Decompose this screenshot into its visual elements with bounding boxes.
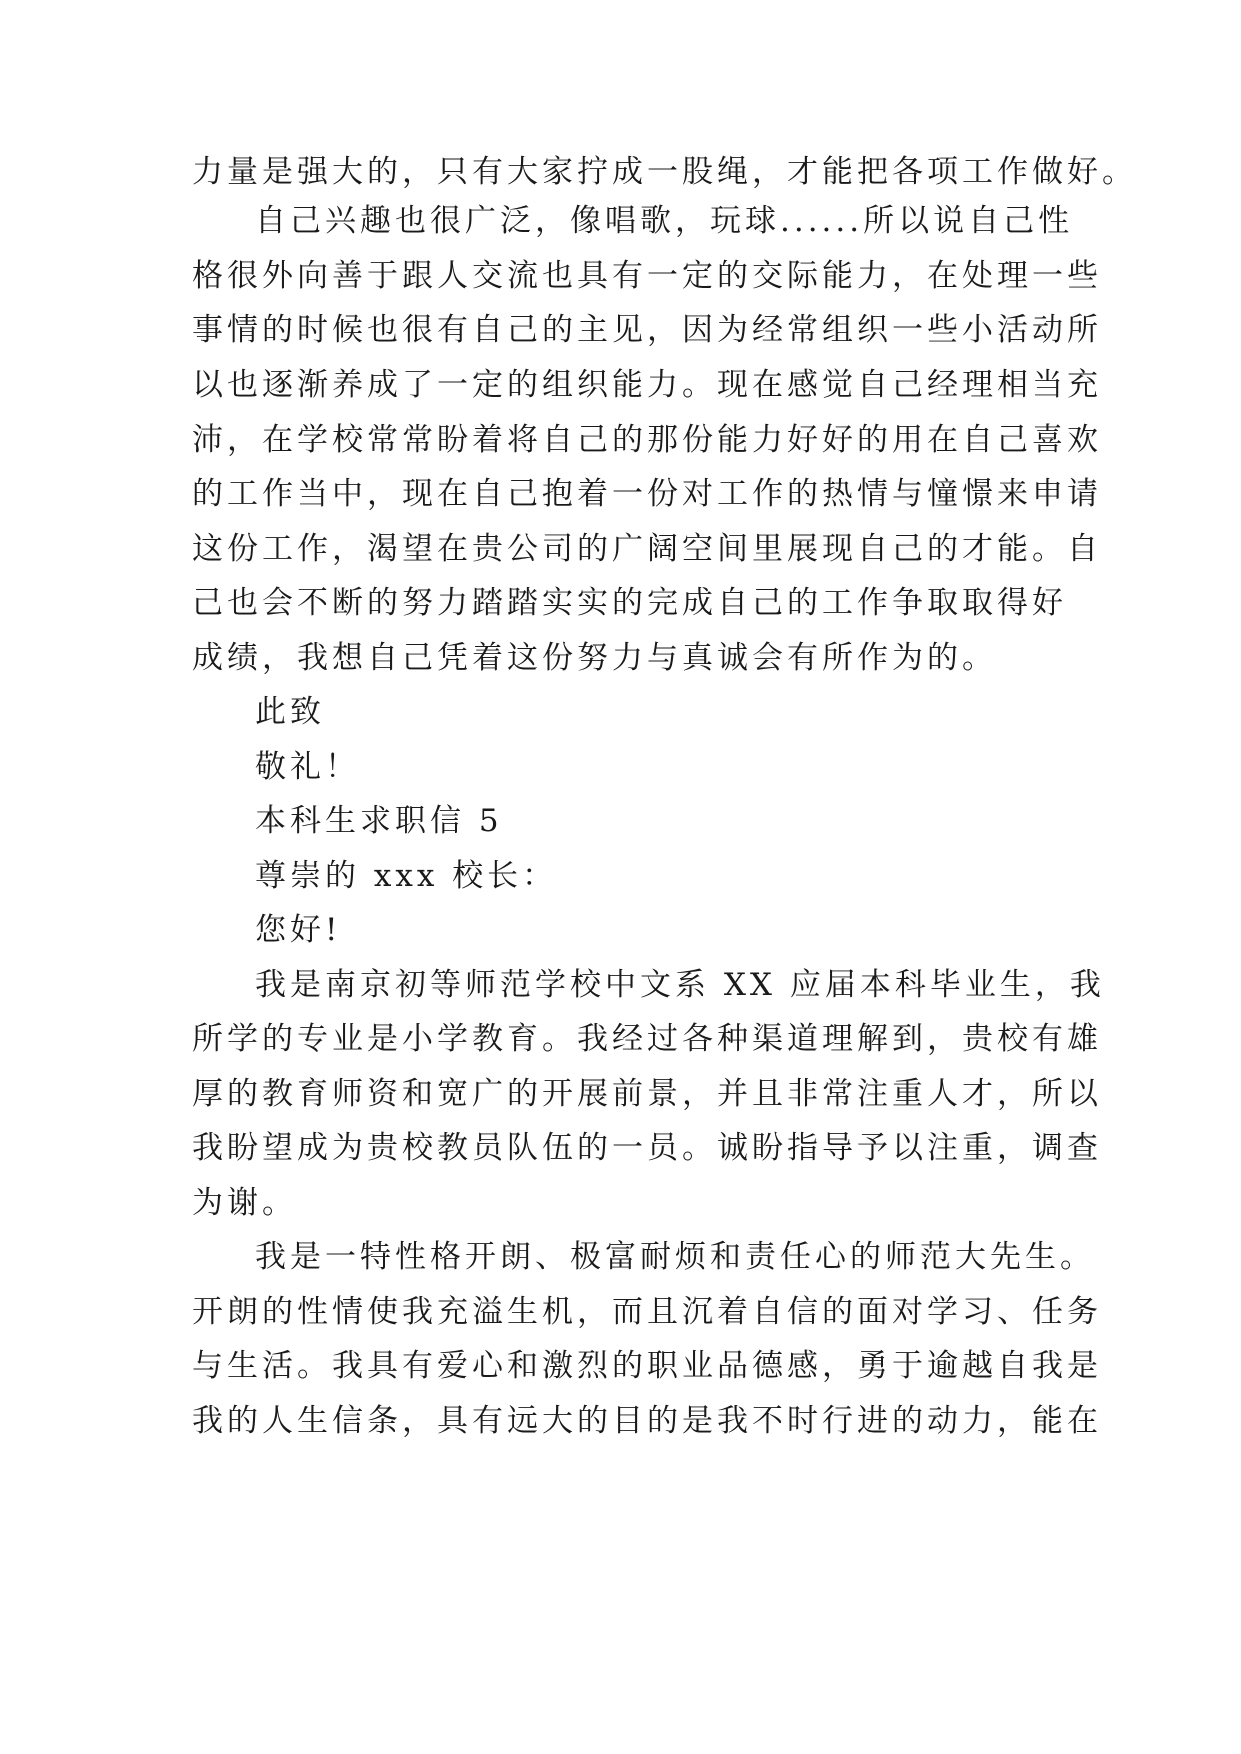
- text-line: 沛，在学校常常盼着将自己的那份能力好好的用在自己喜欢: [192, 422, 1102, 458]
- letter-greeting: 您好!: [255, 912, 342, 948]
- closing-salutation: 此致: [255, 694, 325, 730]
- text-line: 我是一特性格开朗、极富耐烦和责任心的师范大先生。: [255, 1239, 1095, 1275]
- text-line: 成绩，我想自己凭着这份努力与真诚会有所作为的。: [192, 640, 997, 676]
- text-line: 的工作当中，现在自己抱着一份对工作的热情与憧憬来申请: [192, 476, 1102, 512]
- letter-addressee: 尊崇的 xxx 校长：: [255, 858, 558, 894]
- text-line: 所学的专业是小学教育。我经过各种渠道理解到，贵校有雄: [192, 1021, 1102, 1057]
- text-line: 己也会不断的努力踏踏实实的完成自己的工作争取取得好: [192, 585, 1067, 621]
- text-line: 格很外向善于跟人交流也具有一定的交际能力，在处理一些: [192, 258, 1102, 294]
- text-line: 我的人生信条，具有远大的目的是我不时行进的动力，能在: [192, 1403, 1102, 1439]
- text-line: 为谢。: [192, 1185, 297, 1221]
- text-line: 力量是强大的，只有大家拧成一股绳，才能把各项工作做好。: [192, 154, 1137, 190]
- text-line: 与生活。我具有爱心和激烈的职业品德感，勇于逾越自我是: [192, 1348, 1102, 1384]
- text-line: 我是南京初等师范学校中文系 XX 应届本科毕业生，我: [255, 967, 1105, 1003]
- closing-regards: 敬礼！: [255, 749, 360, 785]
- text-line: 厚的教育师资和宽广的开展前景，并且非常注重人才，所以: [192, 1076, 1102, 1112]
- text-line: 以也逐渐养成了一定的组织能力。现在感觉自己经理相当充: [192, 367, 1102, 403]
- text-line: 自己兴趣也很广泛，像唱歌，玩球......所以说自己性: [255, 203, 1074, 239]
- section-title: 本科生求职信 5: [255, 803, 503, 839]
- text-line: 开朗的性情使我充溢生机，而且沉着自信的面对学习、任务: [192, 1294, 1102, 1330]
- text-line: 我盼望成为贵校教员队伍的一员。诚盼指导予以注重，调查: [192, 1130, 1102, 1166]
- text-line: 这份工作，渴望在贵公司的广阔空间里展现自己的才能。自: [192, 531, 1102, 567]
- text-line: 事情的时候也很有自己的主见，因为经常组织一些小活动所: [192, 312, 1102, 348]
